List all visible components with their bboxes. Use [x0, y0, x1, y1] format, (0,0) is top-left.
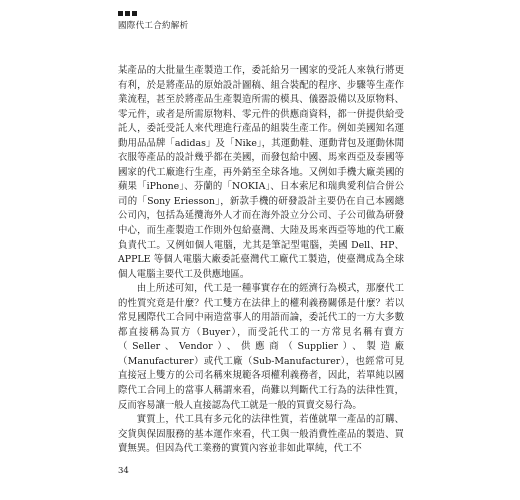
header-square-marks — [118, 10, 188, 16]
square-mark — [132, 11, 137, 16]
paragraph: 某產品的大批量生產製造工作，委託給另一國家的受託人來執行將更有利，於是將產品的原始設計圖稿、組合裝配的程序、步驟等生產作業流程，甚至於將產品生產製造所需的模具、儀器設備以及原物料、零元件，或者是所需原物料、零元件的供應商資料，都一併提供給受託人，委託受託人來代理進行產品的組裝生產工作。例如美國知名運動用品品牌「adidas」及「Nike」，其運動鞋、運動背包及運動休閒衣服等產品的設計幾乎都在美國，而發包給中國、馬來西亞及泰國等國家的代工廠進行生產，再外銷至全球各地。又例如手機大廠美國的蘋果「iPhone」、芬蘭的「NOKIA」、日本索尼和瑞典愛利信合併公司的「Sony Eriesson」，新款手機的研發設計主要仍在自己本國總公司內，包括為延攬海外人才而在海外設立分公司、子公司做為研發中心，而生產製造工作則外包給臺灣、大陸及馬來西亞等地的代工廠負責代工。又例如個人電腦，尤其是筆記型電腦，美國 Dell、HP、APPLE 等個人電腦大廠委託臺灣代工廠代工製造，使臺灣成為全球個人電腦主要代工及供應地區。 — [118, 65, 404, 280]
square-mark — [125, 11, 130, 16]
running-header — [118, 10, 188, 31]
paragraph: 實質上，代工具有多元化的法律性質，若僅就單一產品的訂購、交貨與保固服務的基本運作來看，代工與一般消費性產品的製造、買賣無異。但因為代工業務的實質內容並非如此單純，代工不 — [118, 414, 404, 455]
body-text — [118, 64, 404, 457]
page-number: 34 — [118, 466, 129, 476]
book-title: 國際代工合約解析 — [118, 21, 189, 31]
square-mark — [118, 11, 123, 16]
paragraph: 由上所述可知，代工是一種事實存在的經濟行為模式，那麼代工的性質究竟是什麼？代工雙方在法律上的權利義務關係是什麼？若以常見國際代工合同中兩造當事人的用語而論，委託代工的一方大多數都直接稱為買方（Buyer），而受託代工的一方常見名稱有賣方（Seller、Vendor）、供應商（Supplier）、製造廠（Manufacturer）或代工廠（Sub-Manufacturer），也經常可見直接冠上雙方的公司名稱來規範各項權利義務者，因此，若單純以國際代工合同上的當事人稱謂來看，尚難以判斷代工行為的法律性質，反而容易讓一般人直接認為代工就是一般的買賣交易行為。 — [118, 283, 404, 411]
